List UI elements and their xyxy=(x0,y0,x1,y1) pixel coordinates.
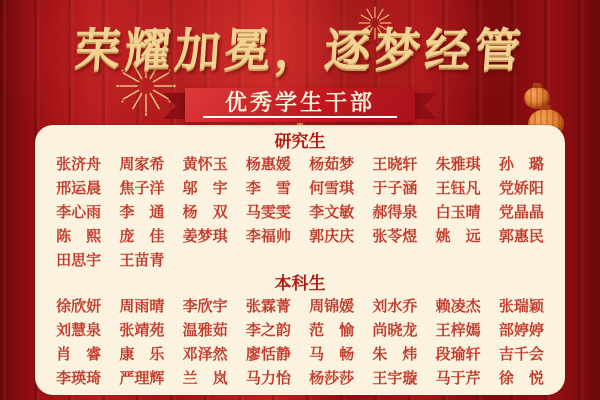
graduate-name-grid xyxy=(47,153,553,273)
student-name: 李心雨 xyxy=(56,204,102,221)
student-name: 党晶晶 xyxy=(498,204,544,221)
student-name: 徐欣妍 xyxy=(56,298,102,315)
student-name: 姜梦琪 xyxy=(182,228,228,245)
student-name: 张瑞颖 xyxy=(498,298,544,315)
student-name: 李瑛琦 xyxy=(56,370,102,387)
student-name: 李 雪 xyxy=(245,180,291,197)
student-name: 邬 宇 xyxy=(182,180,228,197)
student-name: 焦子洋 xyxy=(119,180,165,197)
student-name: 兰 岚 xyxy=(182,370,228,387)
student-name: 马于芹 xyxy=(435,370,481,387)
student-name: 周雨晴 xyxy=(119,298,165,315)
student-name: 王宇璇 xyxy=(372,370,418,387)
student-name: 何雪琪 xyxy=(309,180,355,197)
student-name: 康 乐 xyxy=(119,346,165,363)
student-name: 赖凌杰 xyxy=(435,298,481,315)
student-name: 马 畅 xyxy=(309,346,355,363)
student-name: 王苗青 xyxy=(119,252,165,269)
student-name: 孙 璐 xyxy=(498,156,544,173)
student-name: 杨莎莎 xyxy=(309,370,355,387)
student-name: 尚晓龙 xyxy=(372,322,418,339)
student-name: 王梓嫣 xyxy=(435,322,481,339)
undergraduate-name-grid xyxy=(47,295,553,391)
student-name: 刘水乔 xyxy=(372,298,418,315)
student-name: 郭庆庆 xyxy=(309,228,355,245)
student-name: 郝得泉 xyxy=(372,204,418,221)
student-name: 朱雅琪 xyxy=(435,156,481,173)
student-name: 周家希 xyxy=(119,156,165,173)
student-name: 朱 炜 xyxy=(372,346,418,363)
student-name: 党娇阳 xyxy=(498,180,544,197)
student-name: 杨 双 xyxy=(182,204,228,221)
student-name: 部婷婷 xyxy=(498,322,544,339)
section-graduate xyxy=(47,131,553,273)
student-name: 黄怀玉 xyxy=(182,156,228,173)
banner-label: 优秀学生干部 xyxy=(224,90,375,116)
student-name: 廖恬静 xyxy=(245,346,291,363)
student-name: 姚 远 xyxy=(435,228,481,245)
student-name: 李 通 xyxy=(119,204,165,221)
student-name: 吉千会 xyxy=(498,346,544,363)
student-name: 徐 悦 xyxy=(498,370,544,387)
student-name: 刘慧泉 xyxy=(56,322,102,339)
student-name: 范 愉 xyxy=(309,322,355,339)
banner-body xyxy=(185,88,415,122)
banner-ribbon xyxy=(185,88,415,122)
banner-underline xyxy=(203,116,396,118)
student-name: 马雯雯 xyxy=(245,204,291,221)
student-name: 张苓煜 xyxy=(372,228,418,245)
student-name: 张靖苑 xyxy=(119,322,165,339)
student-name: 杨惠媛 xyxy=(245,156,291,173)
student-name: 田思宇 xyxy=(56,252,102,269)
section-undergraduate xyxy=(47,273,553,391)
student-name: 马力怡 xyxy=(245,370,291,387)
student-name: 杨茹梦 xyxy=(309,156,355,173)
student-name: 周锦媛 xyxy=(309,298,355,315)
student-name: 严理辉 xyxy=(119,370,165,387)
student-name: 于子涵 xyxy=(372,180,418,197)
student-name: 肖 睿 xyxy=(56,346,102,363)
section-title-graduate: 研究生 xyxy=(274,132,326,151)
student-name: 温雅茹 xyxy=(182,322,228,339)
student-name: 邓泽然 xyxy=(182,346,228,363)
student-name: 王钰凡 xyxy=(435,180,481,197)
student-name: 李福帅 xyxy=(245,228,291,245)
student-name: 张霖菁 xyxy=(245,298,291,315)
student-name: 张济舟 xyxy=(56,156,102,173)
student-name: 段瑜轩 xyxy=(435,346,481,363)
names-panel xyxy=(35,125,565,395)
student-name: 王晓轩 xyxy=(372,156,418,173)
student-name: 邢运晨 xyxy=(56,180,102,197)
student-name: 白玉晴 xyxy=(435,204,481,221)
section-title-undergraduate: 本科生 xyxy=(274,274,326,293)
page-title: 荣耀加冕，逐梦经管 xyxy=(72,23,527,77)
student-name: 庞 佳 xyxy=(119,228,165,245)
student-name: 李文敏 xyxy=(309,204,355,221)
student-name: 李之韵 xyxy=(245,322,291,339)
student-name: 李欣宇 xyxy=(182,298,228,315)
student-name: 郭惠民 xyxy=(498,228,544,245)
student-name: 陈 熙 xyxy=(56,228,102,245)
